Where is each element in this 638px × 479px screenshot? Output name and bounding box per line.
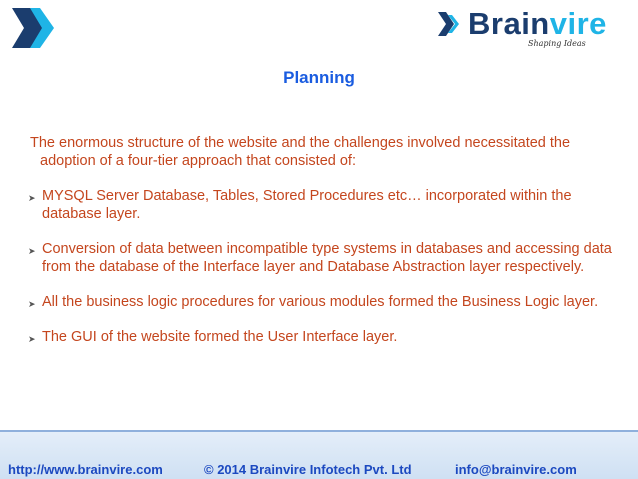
slide-content [30,134,615,346]
brand-logo [438,6,628,50]
brand-name [468,6,607,42]
bullet-item [30,328,615,346]
bullet-arrow-icon: ➤ [28,193,36,203]
bullet-item [30,187,615,223]
bullet-item [30,293,615,311]
bullet-text: All the business logic procedures for various modules formed the Business Logic layer. [42,294,599,310]
slide-title: Planning [283,68,355,87]
bullet-item [30,240,615,276]
bullet-text: MYSQL Server Database, Tables, Stored Procedures etc… incorporated within the database layer. [42,188,572,222]
bullet-arrow-icon: ➤ [28,299,36,309]
footer-copyright: © 2014 Brainvire Infotech Pvt. Ltd [204,462,412,477]
brand-name-part2: vire [549,6,607,41]
brainvire-logo-mark-icon [10,4,58,52]
brand-name-part1: Brain [468,6,550,41]
bullet-arrow-icon: ➤ [28,334,36,344]
bullet-arrow-icon: ➤ [28,246,36,256]
bullet-text: Conversion of data between incompatible type systems in databases and accessing data from the database of the Interface layer and Database Abstraction layer respectively. [42,241,612,275]
footer-bar [0,430,638,479]
footer-website-link[interactable]: http://www.brainvire.com [8,462,163,477]
brand-chevron-icon [438,12,464,36]
brand-tagline: Shaping Ideas [528,39,586,48]
footer-email-link[interactable]: info@brainvire.com [455,462,577,477]
bullet-text: The GUI of the website formed the User Interface layer. [42,329,398,345]
intro-paragraph: The enormous structure of the website and the challenges involved necessitated the adoption of a four-tier approach that consisted of: [30,135,571,169]
